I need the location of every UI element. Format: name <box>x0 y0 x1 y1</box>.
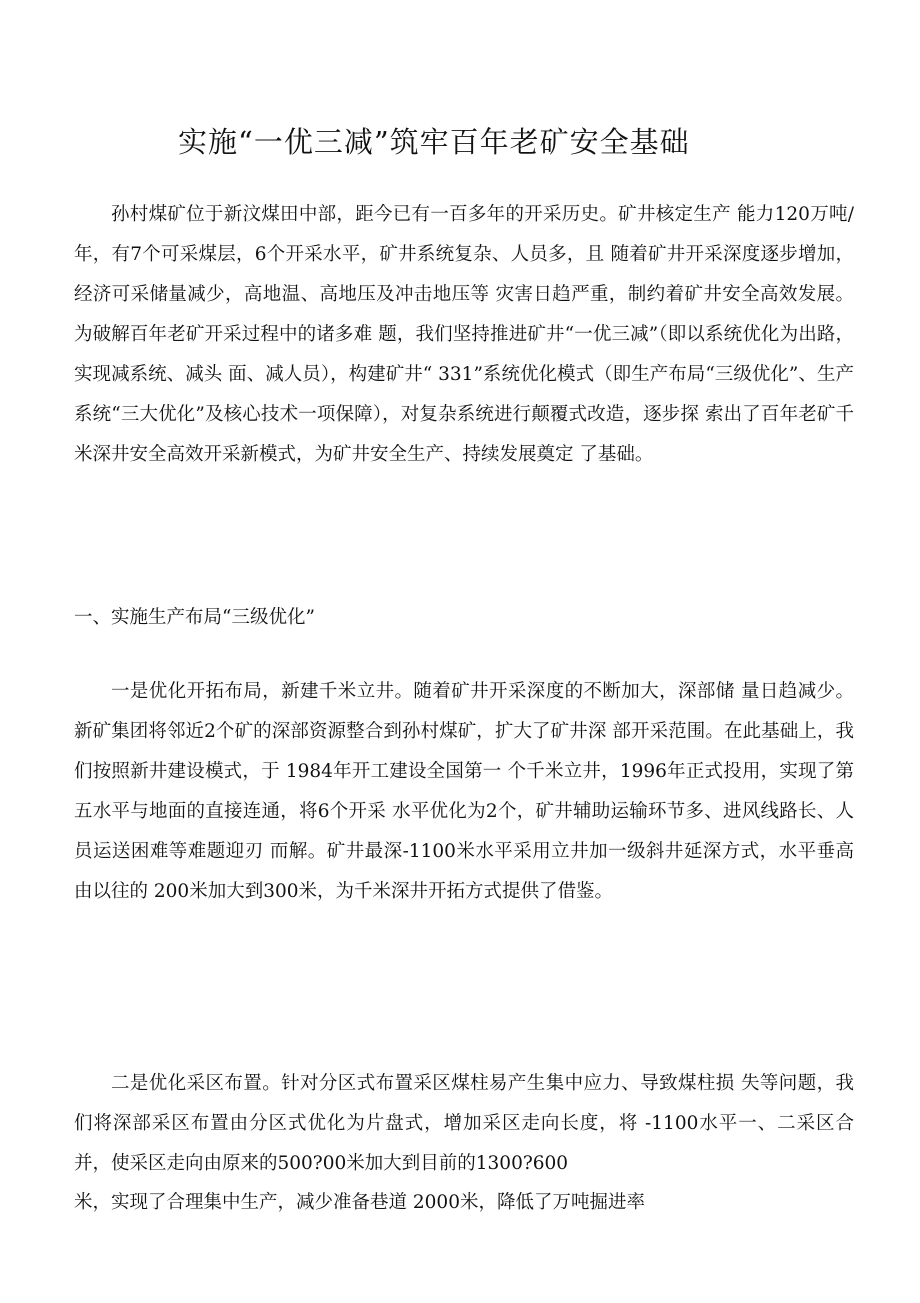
paragraph-continuation: 米，实现了合理集中生产，减少准备巷道 2000米，降低了万吨掘进率 <box>74 1192 645 1213</box>
intro-paragraph: 孙村煤矿位于新汶煤田中部，距今已有一百多年的开采历史。矿井核定生产 能力120万吨/年，有7个可采煤层，6个开采水平，矿井系统复杂、人员多，且 随着矿井开采深度逐步增加，经济可采储量减少，高地温、高地压及冲击地压等 灾害日趋严重，制约着矿井安全高效发展。为破解百年老矿开采过程中的诸多难 题，我们坚持推进矿井“一优三减”（即以系统优化为出路，实现减系统、减头 面、减人员），构建矿井“ 331”系统优化模式（即生产布局“三级优化”、生产 系统“三大优化”及核心技术一项保障），对复杂系统进行颠覆式改造，逐步探 索出了百年老矿千米深井安全高效开采新模式，为矿井安全生产、持续发展奠定 了基础。 <box>74 204 854 465</box>
paragraph-optimize-mining-area: 二是优化采区布置。针对分区式布置采区煤柱易产生集中应力、导致煤柱损 失等问题，我们将深部采区布置由分区式优化为片盘式，增加采区走向长度，将 -1100水平一、二采区合并，使采区走向由原来的500?00米加大到目前的1300?600 <box>74 1073 854 1174</box>
section-heading-1: 一、实施生产布局“三级优化” <box>74 607 315 628</box>
document-title: 实施“一优三减”筑牢百年老矿安全基础 <box>178 125 690 159</box>
paragraph-optimize-development: 一是优化开拓布局，新建千米立井。随着矿井开采深度的不断加大，深部储 量日趋减少。新矿集团将邻近2个矿的深部资源整合到孙村煤矿，扩大了矿井深 部开采范围。在此基础上，我们按照新井建设模式，于 1984年开工建设全国第一 个千米立井，1996年正式投用，实现了第五水平与地面的直接连通，将6个开采 水平优化为2个，矿井辅助运输环节多、进风线路长、人员运送困难等难题迎刃 而解。矿井最深-1100米水平采用立井加一级斜井延深方式，水平垂高由以往的 200米加大到300米，为千米深井开拓方式提供了借鉴。 <box>74 681 854 902</box>
